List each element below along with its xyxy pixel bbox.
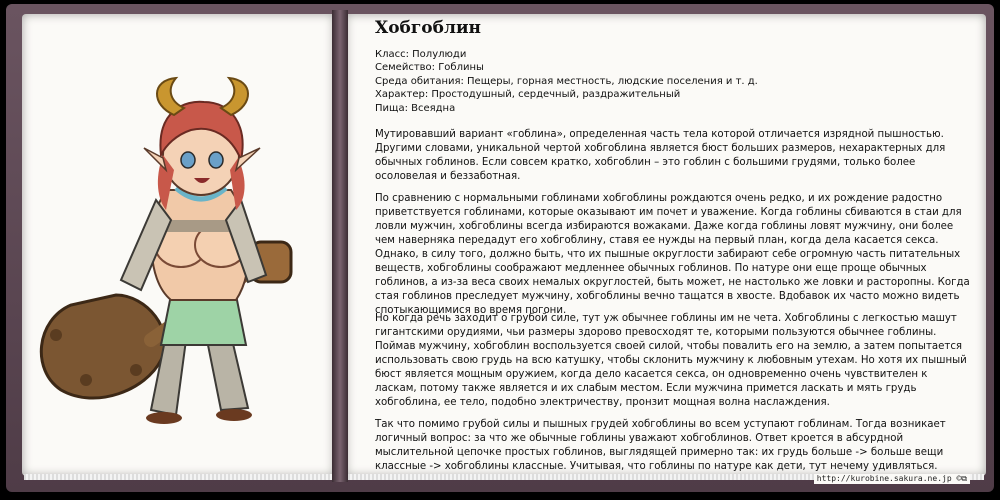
fact-habitat: Среда обитания: Пещеры, горная местность, людские поселения и т. д.	[375, 75, 758, 87]
book-spine	[332, 10, 348, 482]
paragraph-2: По сравнению с нормальными гоблинами хобгоблины рождаются очень редко, и их рождение радостно приветствуется гоблинами, которые оказывают им почет и уважение. Когда гоблины сбиваются в стаи для ловли мужчин, хобгоблины всегда избираются вожаками. Даже когда гоблины ловят мужчину, они более чем наверняка передадут его хобгоблину, ставя ее нужды на первый план, когда дела касается секса. Однако, в силу того, должно быть, что их пышные округлости забирают себе огромную часть питательных веществ, хобгоблины соображают медленнее обычных гоблинов. По натуре они еще проще обычных гоблинов, а из-за веса своих немалых округлостей, быть может, не настолько же ловки и расторопны. Когда стая гоблинов преследует мужчину, хобгоблины вечно тащатся в хвосте. Вдобавок их часто можно видеть спотыкающимися во время погони.	[375, 193, 970, 316]
entry-title: Хобгоблин	[375, 18, 482, 38]
book	[6, 4, 994, 492]
fact-temperament: Характер: Простодушный, сердечный, раздражительный	[375, 89, 681, 101]
hobgoblin-illustration	[26, 70, 316, 430]
fact-food: Пища: Всеядна	[375, 102, 456, 114]
source-footer: http://kurobine.sakura.ne.jp ©⧉	[814, 474, 970, 484]
paragraph-3: Но когда речь заходит о грубой силе, тут уж обычнее гоблины им не чета. Хобгоблины с легкостью машут гигантскими орудиями, чьи размеры здорово превосходят те, которыми пользуются обычнее гоблины. Поймав мужчину, хобгоблин воспользуется своей силой, чтобы повалить его на землю, а затем попытается использовать свою грудь на всю катушку, чтобы склонить мужчину к любовным утехам. Но хотя их пышный бюст является мощным оружием, когда дело касается секса, он одновременно очень чувствителен к ласкам, потому также является и их слабым местом. Если мужчина примется ласкать и мять грудь хобгоблина, ее тело, подобно электричеству, пронзит мощная волна наслаждения.	[375, 313, 967, 408]
paragraph-4: Так что помимо грубой силы и пышных грудей хобгоблины во всем уступают гоблинам. Тогда возникает логичный вопрос: за что же обычные гоблины уважают хобгоблинов. Ответ кроется в абсурдной мыслительной цепочке простых гоблинов, выглядящей примерно так: их грудь больше -> больше вещи классные -> хобгоблины классные. Учитывая, что гоблины по натуре как дети, тут нечему удивляться.	[375, 419, 946, 472]
paragraph-1: Мутировавший вариант «гоблина», определенная часть тела которой отличается изрядной пышностью. Другими словами, уникальной чертой хобгоблина является бюст больших размеров, нехарактерных для обычных гоблинов. Если совсем кратко, хобгоблин – это гоблин с большими грудями, только более осоловелая и беззаботная.	[375, 129, 946, 182]
fact-class: Класс: Полулюди	[375, 49, 467, 60]
facts-list	[375, 48, 758, 115]
fact-family: Семейство: Гоблины	[375, 62, 484, 74]
left-page-edges	[24, 474, 334, 480]
